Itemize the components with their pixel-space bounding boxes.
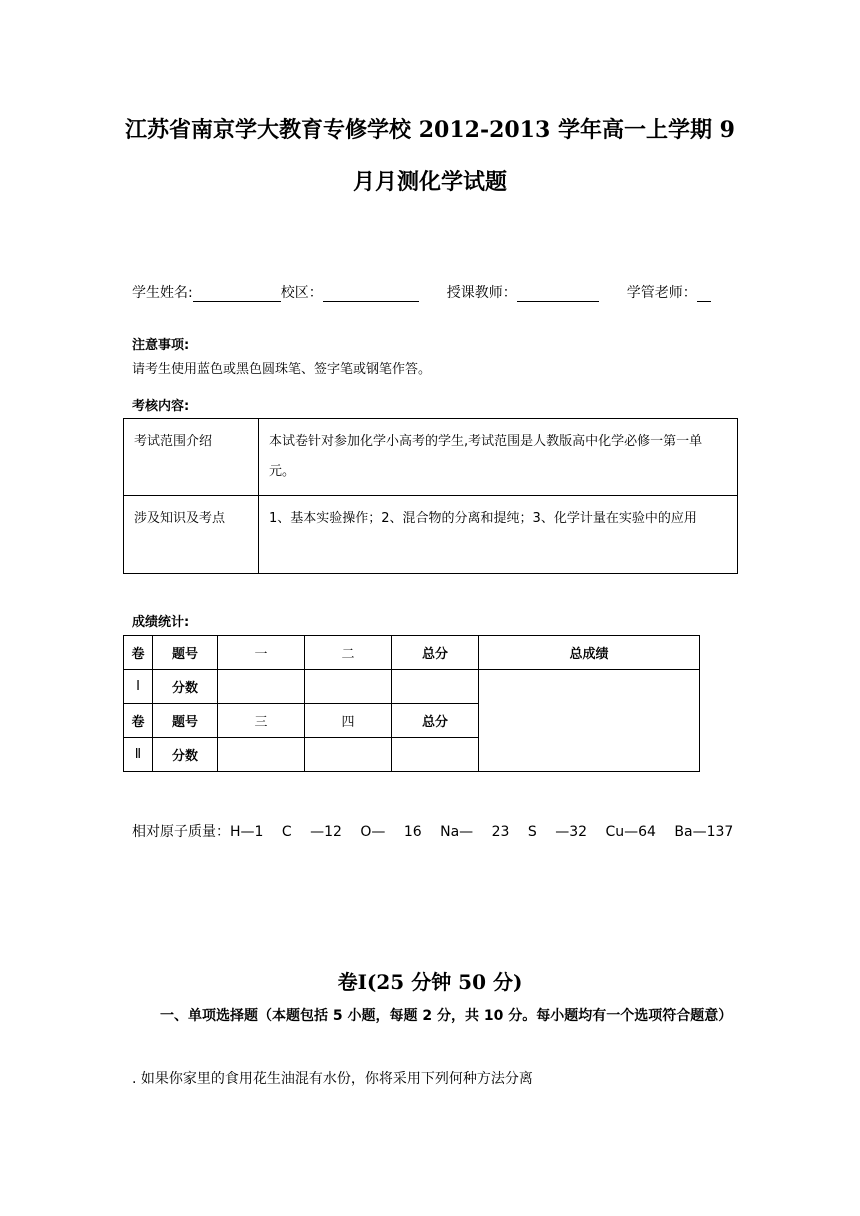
score-blank-cell: [392, 738, 479, 772]
juan-cell: 卷: [124, 704, 153, 738]
atomic-mass-line: 相对原子质量：H—1 C —12 O— 16 Na— 23 S —32 Cu—64 Ba—137: [132, 824, 734, 840]
score-blank-cell: [392, 670, 479, 704]
exam-content-table: [123, 418, 738, 574]
q-three-cell: 三: [218, 704, 305, 738]
student-name-field: [132, 282, 281, 302]
fenshu-cell: 分数: [153, 670, 218, 704]
notice-label: 注意事项:: [132, 338, 190, 353]
manager-label: 学管老师：: [626, 285, 697, 301]
score-blank-cell: [305, 670, 392, 704]
total-cell: 总分: [392, 704, 479, 738]
fenshu-cell: 分数: [153, 738, 218, 772]
teacher-field: [447, 282, 599, 302]
teacher-blank: [517, 287, 599, 302]
score-blank-cell: [305, 738, 392, 772]
tihao-cell: 题号: [153, 704, 218, 738]
roman-two-cell: Ⅱ: [124, 738, 153, 772]
juan-cell: 卷: [124, 636, 153, 670]
question-1: . 如果你家里的食用花生油混有水份，你将采用下列何种方法分离: [132, 1071, 533, 1087]
q-one-cell: 一: [218, 636, 305, 670]
manager-field: [627, 282, 711, 302]
q-two-cell: 二: [305, 636, 392, 670]
score-blank-cell: [218, 738, 305, 772]
score-stats-label: 成绩统计:: [132, 615, 190, 630]
teacher-label: 授课教师：: [446, 285, 517, 301]
campus-label: 校区：: [280, 285, 323, 301]
page-title: [90, 104, 770, 208]
exam-value-cell: 本试卷针对参加化学小高考的学生,考试范围是人教版高中化学必修一第一单元。: [259, 419, 738, 496]
table-row: [124, 636, 700, 670]
total-cell: 总分: [392, 636, 479, 670]
section-heading: 一、单项选择题（本题包括 5 小题，每题 2 分，共 10 分。每小题均有一个选项符合题意）: [160, 1008, 733, 1024]
title-line-1: 江苏省南京学大教育专修学校 2012-2013 学年高一上学期 9: [125, 117, 735, 143]
roman-one-cell: Ⅰ: [124, 670, 153, 704]
title-line-2: 月月测化学试题: [352, 169, 507, 195]
volume-title: 卷Ⅰ(25 分钟 50 分): [337, 970, 523, 994]
notice-text: 请考生使用蓝色或黑色圆珠笔、签字笔或钢笔作答。: [132, 362, 432, 377]
score-blank-cell: [218, 670, 305, 704]
student-name-blank: [193, 287, 281, 302]
manager-blank: [697, 287, 711, 302]
student-info-line: [132, 282, 740, 302]
exam-key-cell: 涉及知识及考点: [124, 496, 259, 574]
score-table: [123, 635, 700, 772]
tihao-cell: 题号: [153, 636, 218, 670]
campus-blank: [323, 287, 419, 302]
table-row: [124, 496, 738, 574]
q-four-cell: 四: [305, 704, 392, 738]
table-row: [124, 670, 700, 704]
student-name-label: 学生姓名:: [132, 285, 193, 301]
table-row: [124, 419, 738, 496]
exam-key-cell: 考试范围介绍: [124, 419, 259, 496]
exam-content-label: 考核内容:: [132, 399, 190, 414]
campus-field: [281, 282, 419, 302]
grand-total-cell: [479, 670, 700, 772]
exam-value-cell: 1、基本实验操作；2、混合物的分离和提纯；3、化学计量在实验中的应用: [259, 496, 738, 574]
grand-total-header: 总成绩: [479, 636, 700, 670]
